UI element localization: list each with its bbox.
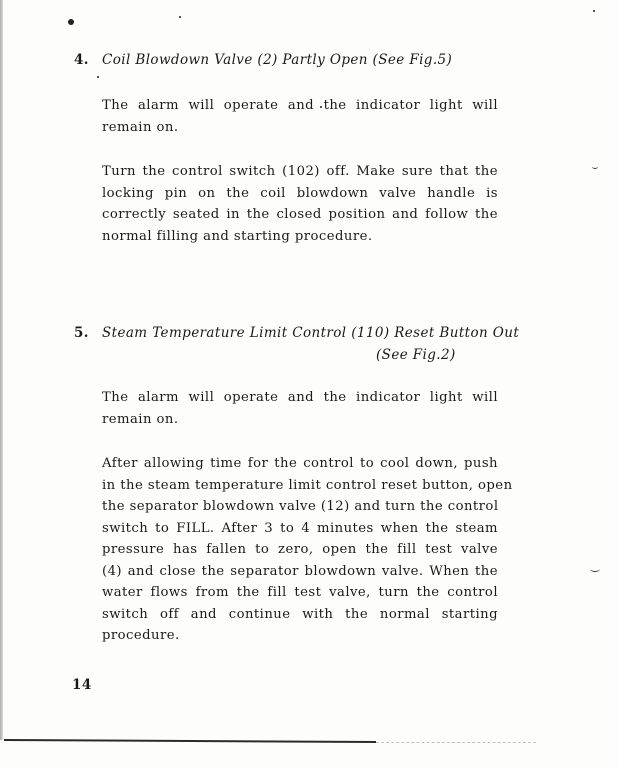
text-line: water flows from the fill test valve, turn the control (102, 585, 498, 600)
text-line: Turn the control switch (102) off. Make sure that the (102, 164, 498, 179)
section-5-number: 5. (74, 325, 89, 341)
text-line: the separator blowdown valve (12) and turn the control (102, 499, 499, 514)
section-4-number: 4. (74, 52, 89, 68)
text-line: switch to FILL. After 3 to 4 minutes when the steam (102, 520, 498, 536)
scan-speck (179, 16, 181, 18)
text-line: pressure has fallen to zero, open the fill test valve (102, 542, 498, 557)
section-4-paragraph-2 (102, 161, 498, 247)
scan-speck (593, 10, 595, 12)
scan-bottom-rule (4, 739, 376, 743)
text-line: (4) and close the separator blowdown valve. When the (102, 563, 498, 579)
text-line: correctly seated in the closed position and follow the (102, 207, 498, 222)
section-5-heading-continued (376, 347, 456, 363)
text-line: After allowing time for the control to cool down, push (102, 456, 498, 471)
text-line: The alarm will operate and the indicator light will (102, 390, 498, 405)
margin-mark (590, 566, 600, 572)
section-5-see-fig: (See Fig.2) (376, 347, 456, 363)
scan-bottom-rule-faint (376, 742, 536, 744)
text-line: locking pin on the coil blowdown valve handle is (102, 185, 498, 201)
section-4-paragraph-1 (102, 95, 498, 138)
page-number: 14 (72, 677, 92, 693)
page-edge-shadow (0, 0, 3, 740)
section-5-paragraph-2 (102, 453, 513, 647)
text-line: switch off and continue with the normal starting (102, 606, 498, 622)
scan-speck (97, 76, 99, 78)
section-5-paragraph-1 (102, 387, 498, 430)
section-5-title: Steam Temperature Limit Control (110) Reset Button Out (102, 325, 520, 341)
text-line: remain on. (102, 411, 179, 427)
text-line: in the steam temperature limit control reset button, open (102, 477, 513, 493)
text-line: normal filling and starting procedure. (102, 228, 373, 244)
scan-speck (68, 19, 74, 25)
text-line: The alarm will operate and the indicator light will (102, 98, 498, 113)
section-4-title: Coil Blowdown Valve (2) Partly Open (See Fig.5) (102, 52, 453, 68)
text-line: remain on. (102, 119, 179, 135)
margin-mark (592, 164, 598, 169)
text-line: procedure. (102, 628, 180, 643)
